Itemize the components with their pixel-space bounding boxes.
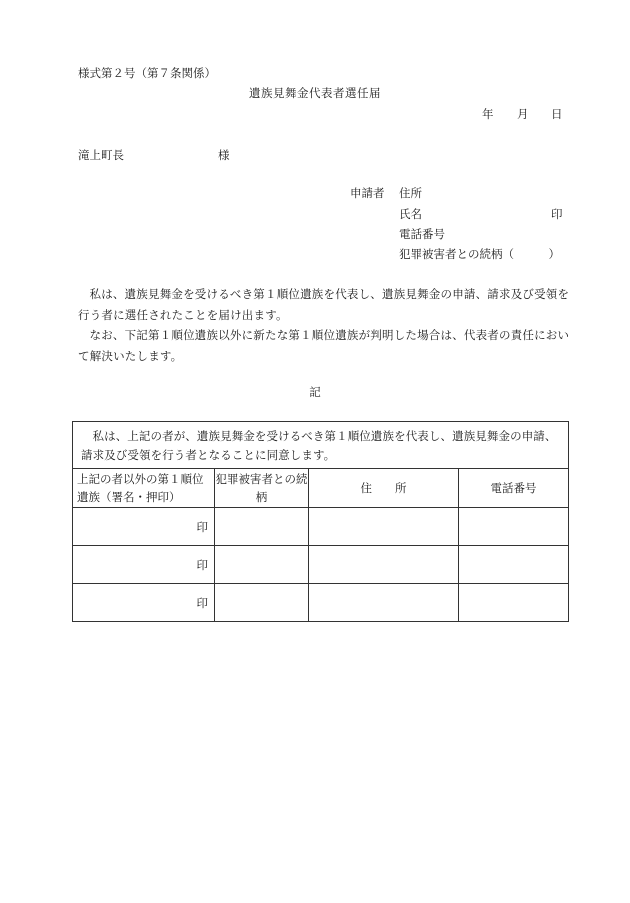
addressee-honorific: 様 bbox=[218, 148, 230, 162]
table-row bbox=[73, 584, 569, 622]
phone-cell[interactable] bbox=[459, 584, 569, 622]
consent-statement: 私は、上記の者が、遺族見舞金を受けるべき第１順位遺族を代表し、遺族見舞金の申請、請求及び受領を行う者となることに同意します。 bbox=[73, 422, 569, 469]
consent-table bbox=[72, 421, 569, 622]
applicant-relation-label: 犯罪被害者との続柄（ ） bbox=[399, 247, 560, 261]
applicant-phone-label: 電話番号 bbox=[399, 227, 445, 241]
address-cell[interactable] bbox=[309, 584, 459, 622]
date-year-label: 年 bbox=[482, 107, 494, 121]
applicant-label: 申請者 bbox=[350, 186, 385, 200]
signature-cell[interactable]: 印 bbox=[73, 546, 215, 584]
addressee-name: 滝上町長 bbox=[78, 148, 124, 162]
applicant-address-label: 住所 bbox=[399, 186, 422, 200]
table-row bbox=[73, 546, 569, 584]
declaration-paragraph: 私は、遺族見舞金を受けるべき第１順位遺族を代表し、遺族見舞金の申請、請求及び受領を行う者に選任されたことを届け出ます。 bbox=[78, 287, 570, 322]
header-relation: 犯罪被害者との続 柄 bbox=[215, 469, 309, 508]
signature-cell[interactable]: 印 bbox=[73, 584, 215, 622]
applicant-name-label: 氏名 bbox=[399, 207, 422, 221]
address-cell[interactable] bbox=[309, 508, 459, 546]
header-address: 住 所 bbox=[309, 469, 459, 508]
document-title: 遺族見舞金代表者選任届 bbox=[249, 86, 381, 100]
relation-cell[interactable] bbox=[215, 508, 309, 546]
responsibility-paragraph: なお、下記第１順位遺族以外に新たな第１順位遺族が判明した場合は、代表者の責任において解決いたします。 bbox=[78, 328, 570, 363]
address-cell[interactable] bbox=[309, 546, 459, 584]
date-month-label: 月 bbox=[517, 107, 529, 121]
relation-cell[interactable] bbox=[215, 584, 309, 622]
relation-cell[interactable] bbox=[215, 546, 309, 584]
signature-cell[interactable]: 印 bbox=[73, 508, 215, 546]
ki-heading: 記 bbox=[309, 385, 321, 399]
phone-cell[interactable] bbox=[459, 546, 569, 584]
phone-cell[interactable] bbox=[459, 508, 569, 546]
applicant-seal-mark: 印 bbox=[551, 207, 563, 221]
form-number: 様式第２号（第７条関係） bbox=[78, 66, 216, 80]
date-day-label: 日 bbox=[551, 107, 563, 121]
table-row bbox=[73, 508, 569, 546]
header-other-survivors: 上記の者以外の第１順位遺族（署名・押印） bbox=[73, 469, 215, 508]
header-phone: 電話番号 bbox=[459, 469, 569, 508]
